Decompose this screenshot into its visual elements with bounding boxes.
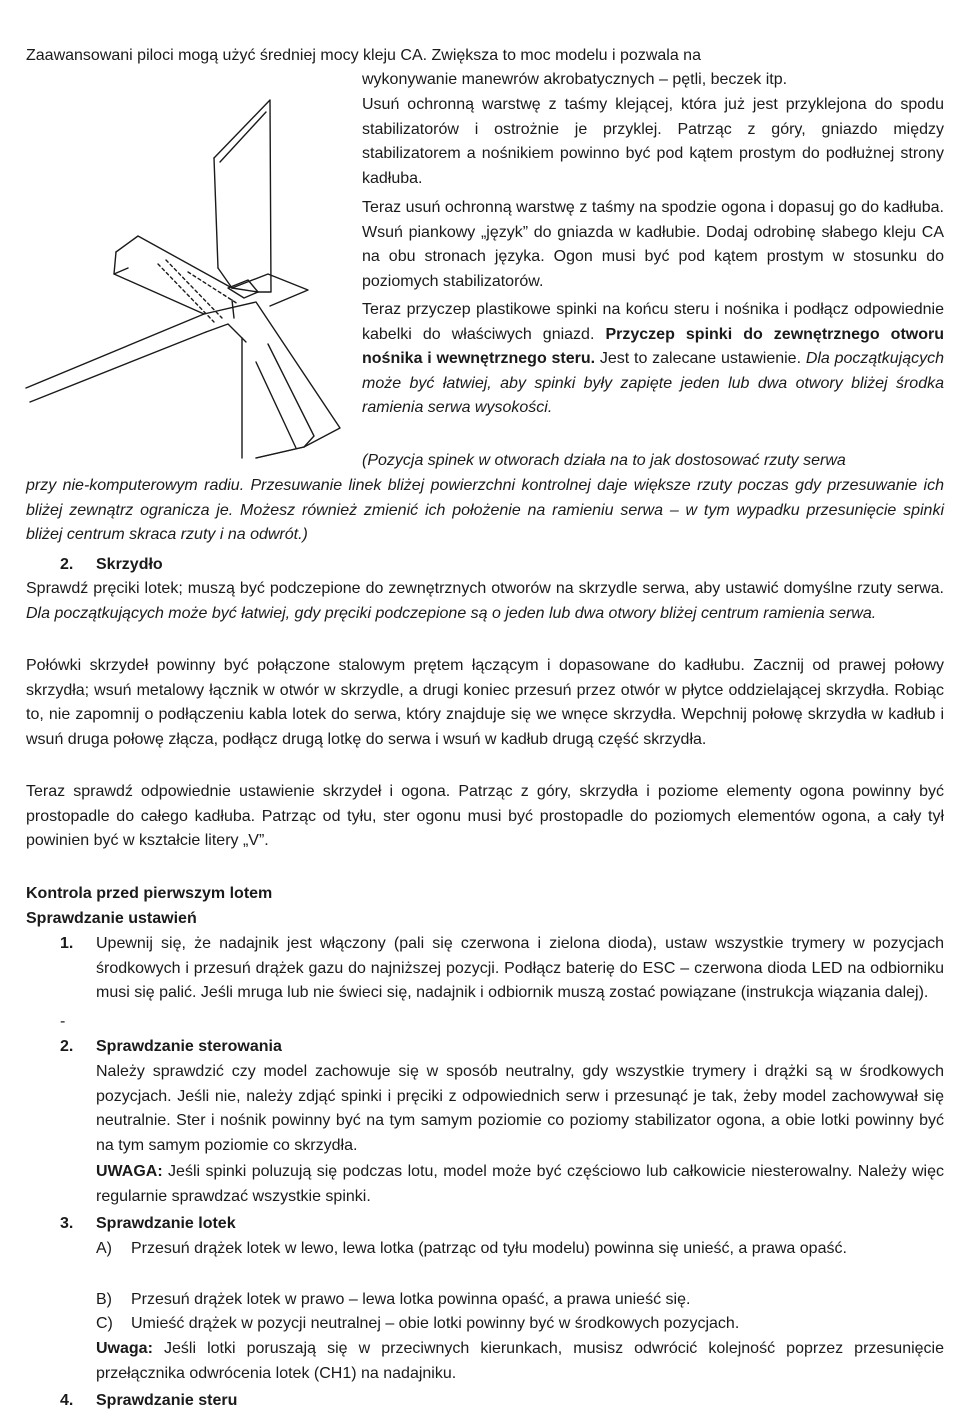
item-1-number: 1. <box>60 935 74 952</box>
item-3-number: 3. <box>60 1215 74 1232</box>
tail-assembly-illustration <box>18 92 363 472</box>
item-4-number: 4. <box>60 1392 74 1409</box>
item-2-text: Należy sprawdzić czy model zachowuje się w sposób neutralny, gdy wszystkie trymery i drążki są w środkowych pozycjach. Jeśli nie, należy zdjąć spinki i pręciki z odpowiednich serw i przesunąć je tak, żeby model zachowywał się neutralnie. Ster i nośnik powinny być na tym samym poziomie co poziomy stabilizator ogona, a obie lotki powinny być na tym samym poziomie co skrzydła. <box>96 1063 944 1154</box>
item-3-a-label: A) <box>96 1240 112 1257</box>
tail-note-line-1: (Pozycja spinek w otworach działa na to jak dostosować rzuty serwa <box>362 452 846 469</box>
item-1-margin-mark: - <box>60 1013 66 1030</box>
wing-section-title: Skrzydło <box>96 556 163 573</box>
item-3-c-label: C) <box>96 1315 113 1332</box>
tail-step-3-text: Teraz przyczep plastikowe spinki na końcu steru i nośnika i podłącz odpowiednie kabelki do właściwych gniazd. <box>362 301 944 343</box>
tail-step-3-bold: Przyczep spinki do zewnętrznego otworu nośnika i wewnętrznego steru. <box>362 325 944 367</box>
tail-step-1: Usuń ochronną warstwę z taśmy klejącej, która już jest przyklejona do spodu stabilizatorów i ostrożnie je przyklej. Patrząc z góry, gniazdo między stabilizatorem a nośnikiem powinno być pod kątem prostym do podłużnej strony kadłuba. <box>362 96 944 187</box>
tail-note-rest: przy nie-komputerowym radiu. Przesuwanie linek bliżej powierzchni kontrolnej daje większe rzuty poczas gdy przesuwanie ich bliżej zewnątrz ogranicza je. Możesz również zmienić ich położenie na ramieniu serwa – w tym wypadku przesunięcie spinki bliżej centrum skraca rzuty i na odwrót.) <box>26 477 944 543</box>
item-3-b-label: B) <box>96 1291 112 1308</box>
preflight-subtitle: Sprawdzanie ustawień <box>26 910 197 927</box>
item-4-title: Sprawdzanie steru <box>96 1392 238 1409</box>
wing-paragraph-1-italic: Dla początkujących może być łatwiej, gdy pręciki podczepione są o jeden lub dwa otwory bliżej centrum ramienia serwa. <box>26 604 877 622</box>
tail-step-3-italic: Dla początkujących może być łatwiej, aby spinki były zapięte jeden lub dwa otwory bliżej środka ramienia serwa wysokości. <box>362 350 944 416</box>
item-3-c-text: Umieść drążek w pozycji neutralnej – obie lotki powinny być w środkowych pozycjach. <box>131 1315 740 1332</box>
wing-paragraph-2: Połówki skrzydeł powinny być połączone stalowym prętem łączącym i dopasowane do kadłubu. Zacznij od prawej połowy skrzydła; wsuń metalowy łącznik w otwór w skrzydle, a drugi koniec przesuń przez otwór w płytce oddzielającej skrzydła. Robiąc to, nie zapomnij o podłączeniu kabla lotek do serwa, który znajduje się we wnęce skrzydła. Wepchnij połowę skrzydła w kadłub i wsuń druga połowę złącza, podłącz drugą lotkę do serwa i wsuń w kadłub drugą część skrzydła. <box>26 657 944 748</box>
preflight-title: Kontrola przed pierwszym lotem <box>26 885 273 902</box>
tail-step-3 <box>362 298 944 421</box>
item-3-note <box>96 1337 944 1386</box>
wing-paragraph-1 <box>26 577 944 626</box>
wing-paragraph-3: Teraz sprawdź odpowiednie ustawienie skrzydeł i ogona. Patrząc z góry, skrzydła i poziome elementy ogona powinny być prostopadle do całego kadłuba. Patrząc od tyłu, ster ogonu musi być prostopadle do poziomych elementów ogona, a cały tył powinien być w kształcie litery „V”. <box>26 783 944 849</box>
item-2-note <box>96 1160 944 1209</box>
item-3-a-text: Przesuń drążek lotek w lewo, lewa lotka (patrząc od tyłu modelu) powinna się unieść, a prawa opaść. <box>131 1240 847 1257</box>
item-3-note-label: Uwaga: <box>96 1340 153 1357</box>
item-2-note-label: UWAGA: <box>96 1163 163 1180</box>
item-2-number: 2. <box>60 1038 74 1055</box>
tail-step-3-after: Jest to zalecane ustawienie. <box>595 350 806 367</box>
intro-line-2: wykonywanie manewrów akrobatycznych – pętli, beczek itp. <box>362 71 788 88</box>
intro-line-1: Zaawansowani piloci mogą użyć średniej mocy kleju CA. Zwiększa to moc modelu i pozwala na <box>26 47 701 64</box>
item-3-title: Sprawdzanie lotek <box>96 1215 236 1232</box>
item-2-title: Sprawdzanie sterowania <box>96 1038 282 1055</box>
wing-section-number: 2. <box>60 556 74 573</box>
item-3-note-text: Jeśli lotki poruszają się w przeciwnych kierunkach, musisz odwrócić kolejność poprzez przesunięcie przełącznika odwrócenia lotek (CH1) na nadajniku. <box>96 1340 944 1382</box>
item-3-b-text: Przesuń drążek lotek w prawo – lewa lotka powinna opaść, a prawa unieść się. <box>131 1291 691 1308</box>
tail-step-2: Teraz usuń ochronną warstwę z taśmy na spodzie ogona i dopasuj go do kadłuba. Wsuń piankowy „język” do gniazda w kadłubie. Dodaj odrobinę słabego kleju CA na obu stronach języka. Ogon musi być pod kątem prostym w stosunku do poziomych stabilizatorów. <box>362 199 944 290</box>
item-1-text: Upewnij się, że nadajnik jest włączony (pali się czerwona i zielona dioda), ustaw wszystkie trymery w pozycjach środkowych i przesuń drążek gazu do najniższej pozycji. Podłącz baterię do ESC – czerwona dioda LED na odbiorniku musi się palić. Jeśli mruga lub nie świeci się, nadajnik i odbiornik muszą zostać powiązane (instrukcja wiązania dalej). <box>96 935 944 1001</box>
wing-paragraph-1-text: Sprawdź pręciki lotek; muszą być podczepione do zewnętrznych otworów na skrzydle serwa, aby ustawić domyślne rzuty serwa. <box>26 580 944 597</box>
item-2-note-text: Jeśli spinki poluzują się podczas lotu, model może być częściowo lub całkowicie niesterowalny. Należy więc regularnie sprawdzać wszystkie spinki. <box>96 1163 944 1205</box>
